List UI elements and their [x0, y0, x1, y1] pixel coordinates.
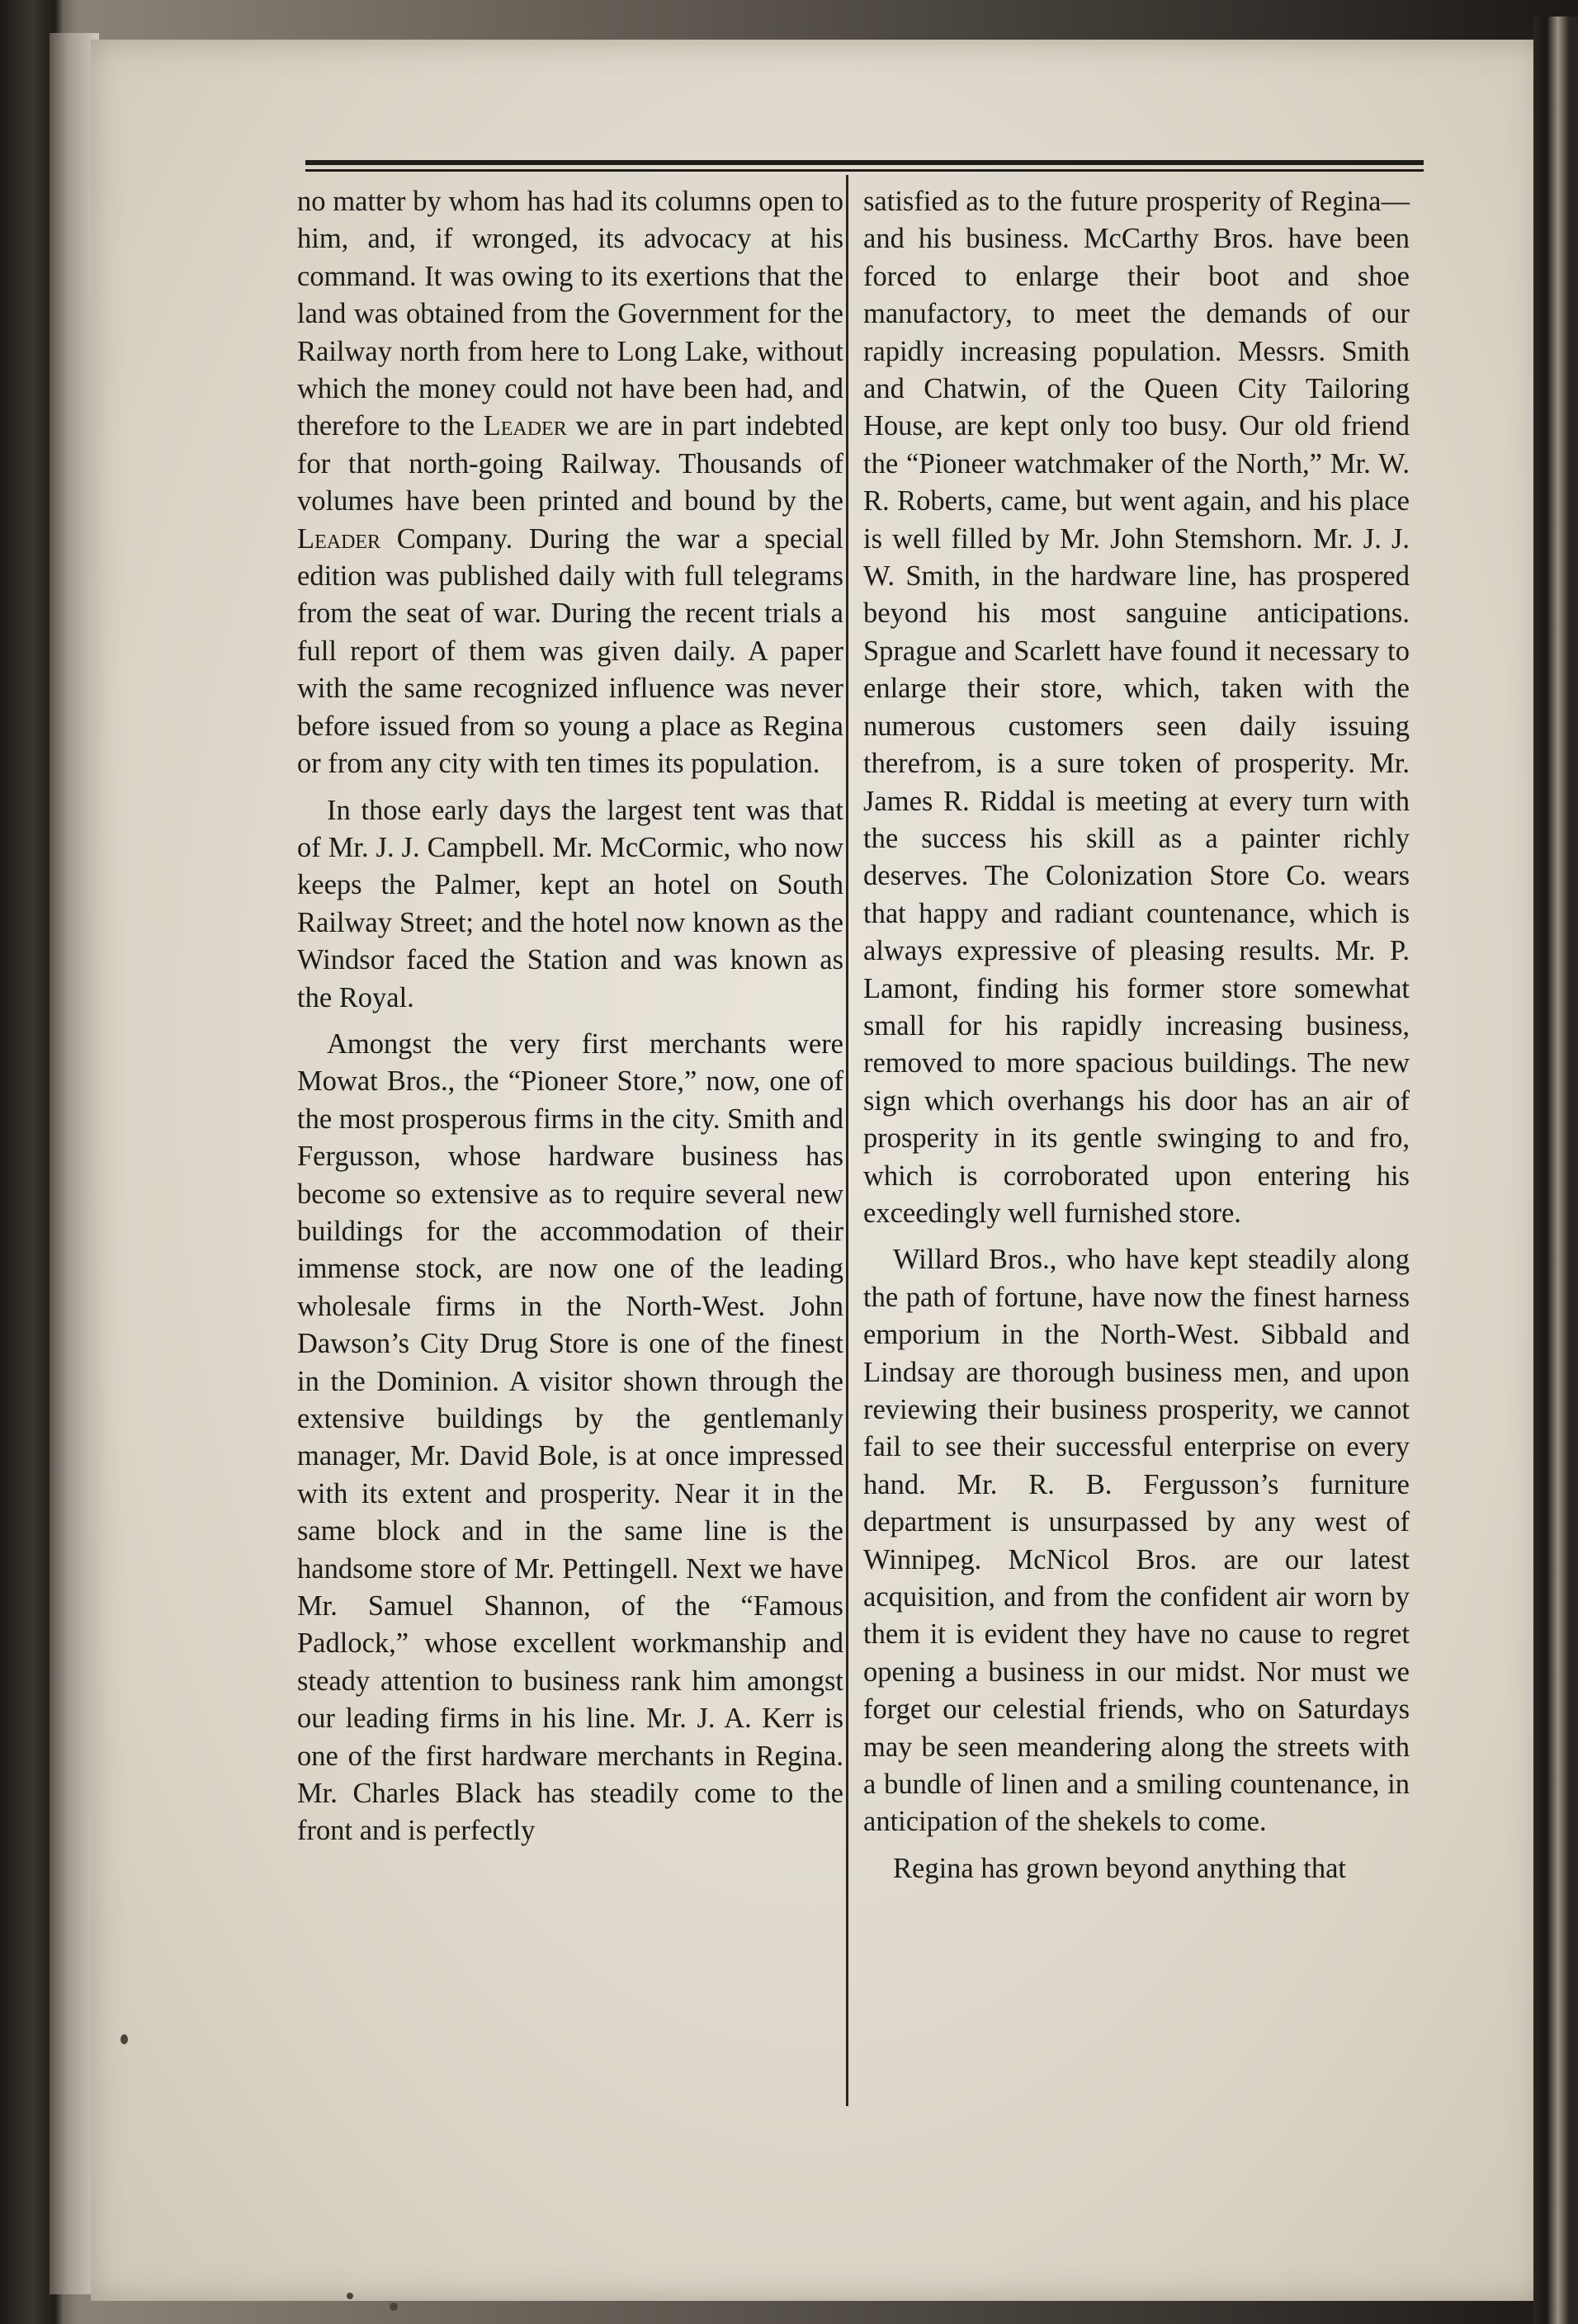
paragraph-text: satisfied as to the future prosperity of Regina—and his business. McCarthy Bros. have been forced to enlarge their boot and shoe manufactory, to meet the demands of our rapidly increasing population. Messrs. Smith and Chatwin, of the Queen City Tailoring House, are kept only too busy. Our old friend the “Pioneer watchmaker of the North,” Mr. W. R. Roberts, came, but went again, and his place is well filled by Mr. John Stemshorn. Mr. J. J. W. Smith, in the hardware line, has prospered beyond his most sanguine anticipations. Sprague and Scarlett have found it necessary to enlarge their store, which, taken with the numerous customers seen daily issuing therefrom, is a sure token of prosperity. Mr. James R. Riddal is meeting at every turn with the success his skill as a painter richly deserves. The Colonization Store Co. wears that happy and radiant countenance, which is always expressive of pleasing results. Mr. P. Lamont, finding his former store somewhat small for his rapidly increasing business, removed to more spacious buildings. The new sign which overhangs his door has an air of prosperity in its gentle swinging to and fro, which is corroborated upon entering his exceedingly well furnished store.: [863, 186, 1410, 1229]
newspaper-name: Leader: [483, 410, 567, 442]
header-double-rule: [305, 160, 1424, 172]
paragraph-text: Willard Bros., who have kept steadily along the path of fortune, have now the finest harness emporium in the North-West. Sibbald and Lindsay are thorough business men, and upon reviewing their business prosperity, we cannot fail to see their successful enterprise on every hand. Mr. R. B. Fergusson’s furniture department is unsurpassed by any west of Winnipeg. McNicol Bros. are our latest acquisition, and from the confident air worn by them it is evident they have no cause to regret opening a business in our midst. Nor must we forget our celestial friends, who on Saturdays may be seen meandering along the streets with a bundle of linen and a smiling countenance, in anticipation of the shekels to come.: [863, 1244, 1410, 1838]
newspaper-name: Leader: [297, 522, 381, 555]
paragraph-text: In those early days the largest tent was that of Mr. J. J. Campbell. Mr. McCormic, who now keeps the Palmer, kept an hotel on South Railway Street; and the hotel now known as the Windsor faced the Station and was known as the Royal.: [297, 794, 843, 1013]
paragraph-text: no matter by whom has had its columns open to him, and, if wronged, its advocacy at his command. It was owing to its exertions that the land was obtained from the Government for the Railway north from here to Long Lake, without which the money could not have been had, and therefore to the: [297, 186, 843, 442]
article-paragraph: [863, 183, 1410, 1232]
paragraph-text: Company. During the war a special edition was published daily with full telegrams from the seat of war. During the recent trials a full report of them was given daily. A paper with the same recognized influence was never before issued from so young a place as Regina or from any city with ten times its population.: [297, 522, 843, 780]
paragraph-text: Amongst the very first merchants were Mowat Bros., the “Pioneer Store,” now, one of the most prosperous firms in the city. Smith and Fergusson, whose hardware business has become so extensive as to require several new buildings for the accommodation of their immense stock, are now one of the leading wholesale firms in the North-West. John Dawson’s City Drug Store is one of the finest in the Dominion. A visitor shown through the extensive buildings by the gentlemanly manager, Mr. David Bole, is at once impressed with its extent and prosperity. Near it in the same block and in the same line is the handsome store of Mr. Pettingell. Next we have Mr. Samuel Shannon, of the “Famous Padlock,” whose excellent workmanship and steady attention to business rank him amongst our leading firms in his line. Mr. J. A. Kerr is one of the first hardware merchants in Regina. Mr. Charles Black has steadily come to the front and is perfectly: [297, 1027, 843, 1847]
article-paragraph: [863, 1850, 1410, 1887]
paragraph-text: Regina has grown beyond anything that: [893, 1852, 1347, 1884]
article-paragraph: [297, 1026, 843, 1850]
facing-page-edge: [1533, 17, 1578, 2324]
article-paragraph: [297, 792, 843, 1017]
ink-speck: [390, 2303, 398, 2311]
ink-speck: [120, 2034, 128, 2044]
article-paragraph: [297, 183, 843, 783]
ink-speck: [347, 2293, 353, 2299]
column-divider-rule: [846, 175, 848, 2106]
article-paragraph: [863, 1241, 1410, 1841]
article-column-left: [297, 183, 843, 1859]
paragraph-text: we are in part indebted for that north-going Railway. Thousands of volumes have been printed and bound by the: [297, 410, 843, 517]
article-column-right: [863, 183, 1410, 1897]
